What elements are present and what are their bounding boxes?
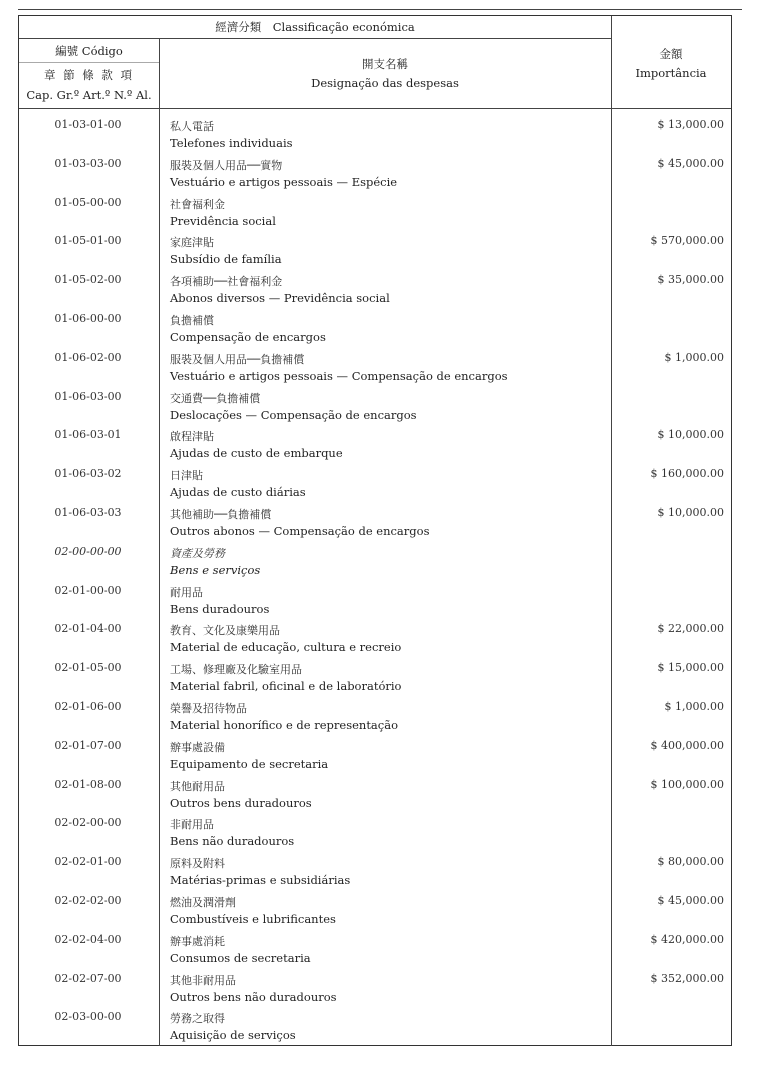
- table-row: [18, 544, 732, 583]
- row-designation-zh: 負擔補償: [170, 313, 214, 327]
- row-designation-zh: 其他耐用品: [170, 779, 225, 793]
- row-designation-zh: 其他非耐用品: [170, 973, 236, 987]
- row-designation-zh: 私人電話: [170, 120, 214, 133]
- row-designation-pt: Outros bens duradouros: [170, 795, 312, 810]
- row-amount: $ 420,000.00: [650, 932, 724, 946]
- row-code: 02-00-00-00: [54, 544, 122, 558]
- row-code: 01-06-03-02: [54, 467, 122, 481]
- row-designation-pt: Outros bens não duradouros: [170, 989, 337, 1004]
- row-designation-pt: Material honorífico e de representação: [170, 717, 399, 732]
- table-row: [18, 893, 732, 932]
- top-rule: [18, 9, 742, 10]
- row-designation-zh: 社會福利金: [170, 197, 225, 211]
- row-designation-pt: Equipamento de secretaria: [170, 756, 329, 771]
- row-amount: $ 45,000.00: [657, 156, 724, 170]
- row-code: 02-01-06-00: [54, 699, 122, 713]
- row-code: 01-05-00-00: [54, 195, 122, 209]
- row-amount: $ 570,000.00: [650, 234, 724, 248]
- code-header: 編號 Código: [55, 44, 123, 58]
- row-designation-zh: 啟程津貼: [170, 430, 214, 444]
- row-code: 01-06-03-03: [54, 505, 122, 519]
- table-row: [18, 389, 732, 428]
- row-designation-pt: Material fabril, oficinal e de laboratório: [170, 679, 402, 694]
- row-code: 02-01-07-00: [54, 738, 122, 752]
- table-row: [18, 854, 732, 893]
- table-row: [18, 311, 732, 350]
- row-designation-zh: 耐用品: [170, 585, 203, 599]
- table-row: [18, 932, 732, 971]
- row-code: 02-02-04-00: [54, 932, 122, 946]
- row-designation-zh: 辦事處消耗: [170, 934, 225, 948]
- row-amount: $ 35,000.00: [657, 273, 724, 287]
- row-amount: $ 1,000.00: [664, 699, 724, 713]
- row-amount: $ 45,000.00: [657, 893, 724, 907]
- table-row: [18, 621, 732, 660]
- amount-header-pt: Importância: [635, 66, 707, 80]
- row-code: 01-03-03-00: [54, 156, 122, 170]
- table-row: [18, 699, 732, 738]
- row-amount: $ 352,000.00: [650, 971, 724, 985]
- row-code: 02-02-00-00: [54, 816, 122, 830]
- table-row: [18, 660, 732, 699]
- row-code: 01-06-02-00: [54, 350, 122, 364]
- row-designation-pt: Matérias-primas e subsidiárias: [170, 873, 351, 888]
- levels-header-zh: 章 節 條 款 項: [43, 68, 135, 82]
- row-code: 01-06-03-01: [54, 428, 122, 442]
- row-code: 02-03-00-00: [54, 1010, 122, 1024]
- table-row: [18, 350, 732, 389]
- row-code: 01-03-01-00: [54, 118, 122, 131]
- row-designation-zh: 家庭津貼: [170, 236, 214, 250]
- row-code: 02-02-07-00: [54, 971, 122, 985]
- row-designation-zh: 日津貼: [170, 469, 203, 483]
- designation-header-pt: Designação das despesas: [311, 76, 459, 90]
- table-row: [18, 195, 732, 234]
- row-code: 01-06-00-00: [54, 311, 122, 325]
- table-row: [18, 738, 732, 777]
- row-designation-pt: Previdência social: [170, 213, 276, 228]
- row-code: 01-05-02-00: [54, 273, 122, 287]
- row-designation-zh: 服裝及個人用品──負擔補償: [170, 352, 305, 366]
- row-designation-pt: Abonos diversos — Previdência social: [170, 291, 390, 306]
- row-amount: $ 10,000.00: [657, 505, 724, 519]
- expense-rows: [18, 117, 732, 1048]
- amount-header-zh: 金額: [659, 47, 683, 61]
- row-code: 02-02-01-00: [54, 855, 122, 869]
- row-amount: $ 80,000.00: [657, 855, 724, 869]
- row-code: 02-01-04-00: [54, 622, 122, 636]
- table-row: [18, 505, 732, 544]
- row-designation-zh: 原料及附料: [170, 857, 225, 871]
- row-code: 02-01-00-00: [54, 583, 122, 597]
- table-row: [18, 272, 732, 311]
- row-designation-pt: Vestuário e artigos pessoais — Compensação de encargos: [170, 368, 508, 383]
- row-designation-pt: Bens e serviços: [170, 562, 261, 577]
- row-amount: $ 400,000.00: [650, 738, 724, 752]
- row-designation-zh: 榮譽及招待物品: [170, 701, 247, 715]
- row-designation-zh: 辦事處設備: [170, 740, 225, 754]
- row-designation-zh: 交通費──負擔補償: [170, 391, 261, 405]
- row-designation-pt: Telefones individuais: [170, 136, 293, 150]
- row-designation-pt: Aquisição de serviços: [170, 1028, 296, 1043]
- table-row: [18, 156, 732, 195]
- row-designation-zh: 非耐用品: [170, 818, 214, 832]
- table-row: [18, 427, 732, 466]
- classification-header: 經濟分類 Classificação económica: [215, 20, 415, 34]
- row-amount: $ 1,000.00: [664, 350, 724, 364]
- row-designation-zh: 資產及勞務: [170, 546, 225, 560]
- row-designation-pt: Subsídio de família: [170, 252, 282, 267]
- row-designation-pt: Combustíveis e lubrificantes: [170, 911, 336, 926]
- row-designation-pt: Outros abonos — Compensação de encargos: [170, 523, 430, 538]
- row-designation-pt: Bens duradouros: [170, 601, 270, 616]
- row-code: 02-01-05-00: [54, 661, 122, 675]
- row-amount: $ 15,000.00: [657, 661, 724, 675]
- table-row: [18, 583, 732, 622]
- header-divider: [19, 38, 611, 39]
- row-designation-zh: 服裝及個人用品──實物: [170, 158, 283, 172]
- table-row: [18, 777, 732, 816]
- code-subheader-rule: [19, 62, 159, 63]
- row-designation-zh: 教育、文化及康樂用品: [170, 624, 280, 638]
- row-designation-pt: Consumos de secretaria: [170, 950, 311, 965]
- table-row: [18, 466, 732, 505]
- row-designation-zh: 勞務之取得: [170, 1012, 225, 1026]
- row-designation-zh: 工場、修理廠及化驗室用品: [170, 663, 302, 677]
- row-designation-pt: Compensação de encargos: [170, 329, 326, 344]
- row-amount: $ 10,000.00: [657, 428, 724, 442]
- table-row: [18, 971, 732, 1010]
- row-designation-pt: Deslocações — Compensação de encargos: [170, 407, 417, 422]
- levels-header-pt: Cap. Gr.º Art.º N.º Al.: [26, 88, 152, 102]
- row-code: 01-05-01-00: [54, 234, 122, 248]
- row-amount: $ 160,000.00: [650, 467, 724, 481]
- row-designation-zh: 其他補助──負擔補償: [170, 507, 272, 521]
- designation-header-zh: 開支名稱: [362, 57, 408, 71]
- row-code: 01-06-03-00: [54, 389, 122, 403]
- table-row: [18, 117, 732, 156]
- row-amount: $ 100,000.00: [650, 777, 724, 791]
- row-designation-pt: Vestuário e artigos pessoais — Espécie: [170, 174, 398, 189]
- row-amount: $ 22,000.00: [657, 622, 724, 636]
- row-designation-pt: Ajudas de custo de embarque: [170, 446, 343, 461]
- table-row: [18, 233, 732, 272]
- row-designation-pt: Bens não duradouros: [170, 834, 295, 849]
- row-code: 02-01-08-00: [54, 777, 122, 791]
- table-row: [18, 815, 732, 854]
- row-designation-zh: 各項補助──社會福利金: [170, 275, 283, 289]
- row-amount: $ 13,000.00: [657, 118, 724, 131]
- row-designation-pt: Ajudas de custo diárias: [170, 485, 306, 500]
- row-designation-pt: Material de educação, cultura e recreio: [170, 640, 402, 655]
- row-designation-zh: 燃油及潤滑劑: [170, 895, 236, 909]
- table-row: [18, 1009, 732, 1048]
- header-bottom-rule: [19, 108, 731, 109]
- row-code: 02-02-02-00: [54, 893, 122, 907]
